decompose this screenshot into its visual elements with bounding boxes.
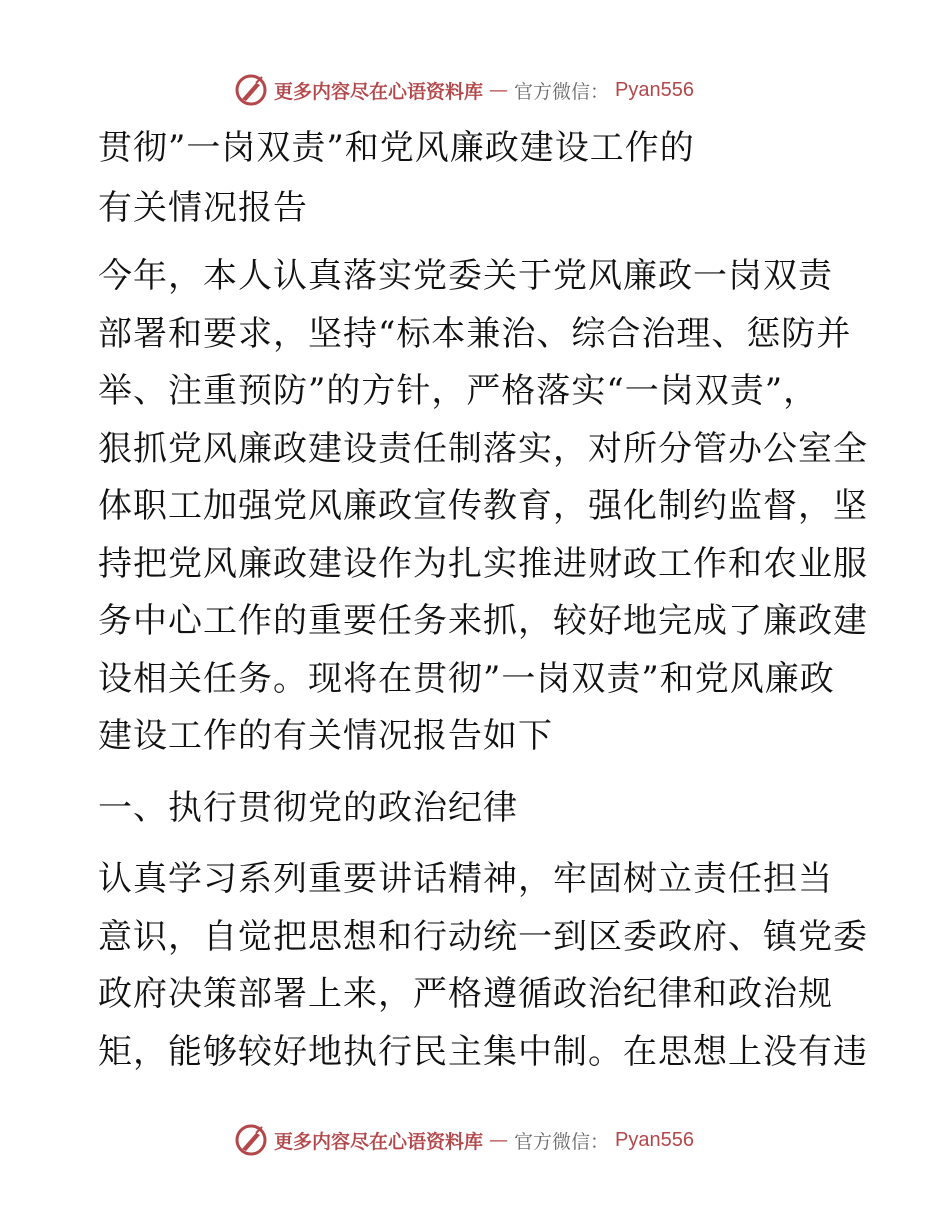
- paragraph-line: 政府决策部署上来，严格遵循政治纪律和政治规: [98, 974, 833, 1014]
- watermark-separator: —: [489, 79, 509, 101]
- section-heading-1: 一、执行贯彻党的政治纪律: [98, 787, 518, 828]
- paragraph-line: 狠抓党风廉政建设责任制落实，对所分管办公室全: [98, 428, 868, 469]
- watermark-main-text: 更多内容尽在心语资料库: [274, 80, 484, 103]
- paragraph-line: 今年，本人认真落实党委关于党风廉政一岗双责: [98, 256, 833, 296]
- pen-logo-icon: [234, 1123, 268, 1157]
- watermark-header: [234, 72, 694, 108]
- watermark-wechat-id: Pyan556: [615, 1128, 694, 1151]
- pen-logo-icon: [234, 73, 268, 107]
- watermark-footer: [234, 1122, 694, 1158]
- paragraph-line: 设相关任务。现将在贯彻”一岗双责”和党风廉政: [98, 658, 835, 699]
- watermark-separator: —: [489, 1129, 509, 1151]
- paragraph-1: [98, 248, 868, 766]
- paragraph-line: 矩，能够较好地执行民主集中制。在思想上没有违: [98, 1031, 868, 1072]
- watermark-label: 官方微信：: [514, 80, 610, 103]
- document-body: [98, 118, 868, 1081]
- paragraph-line: 务中心工作的重要任务来抓，较好地完成了廉政建: [98, 601, 868, 641]
- paragraph-line: 意识，自觉把思想和行动统一到区委政府、镇党委: [98, 916, 868, 957]
- title-line-2: 有关情况报告: [98, 188, 308, 228]
- paragraph-line: 认真学习系列重要讲话精神，牢固树立责任担当: [98, 859, 833, 899]
- watermark-main-text: 更多内容尽在心语资料库: [274, 1130, 484, 1153]
- title-line-1: 贯彻”一岗双责”和党风廉政建设工作的: [98, 128, 695, 168]
- watermark-label: 官方微信：: [514, 1130, 610, 1153]
- watermark-wechat-id: Pyan556: [615, 78, 694, 101]
- paragraph-line: 持把党风廉政建设作为扎实推进财政工作和农业服: [98, 543, 868, 584]
- paragraph-line: 建设工作的有关情况报告如下: [98, 716, 553, 756]
- paragraph-line: 部署和要求，坚持“标本兼治、综合治理、惩防并: [98, 313, 852, 354]
- paragraph-2: [98, 851, 868, 1081]
- paragraph-line: 体职工加强党风廉政宣传教育，强化制约监督，坚: [98, 486, 868, 526]
- paragraph-line: 举、注重预防”的方针，严格落实“一岗双责”，: [98, 371, 819, 411]
